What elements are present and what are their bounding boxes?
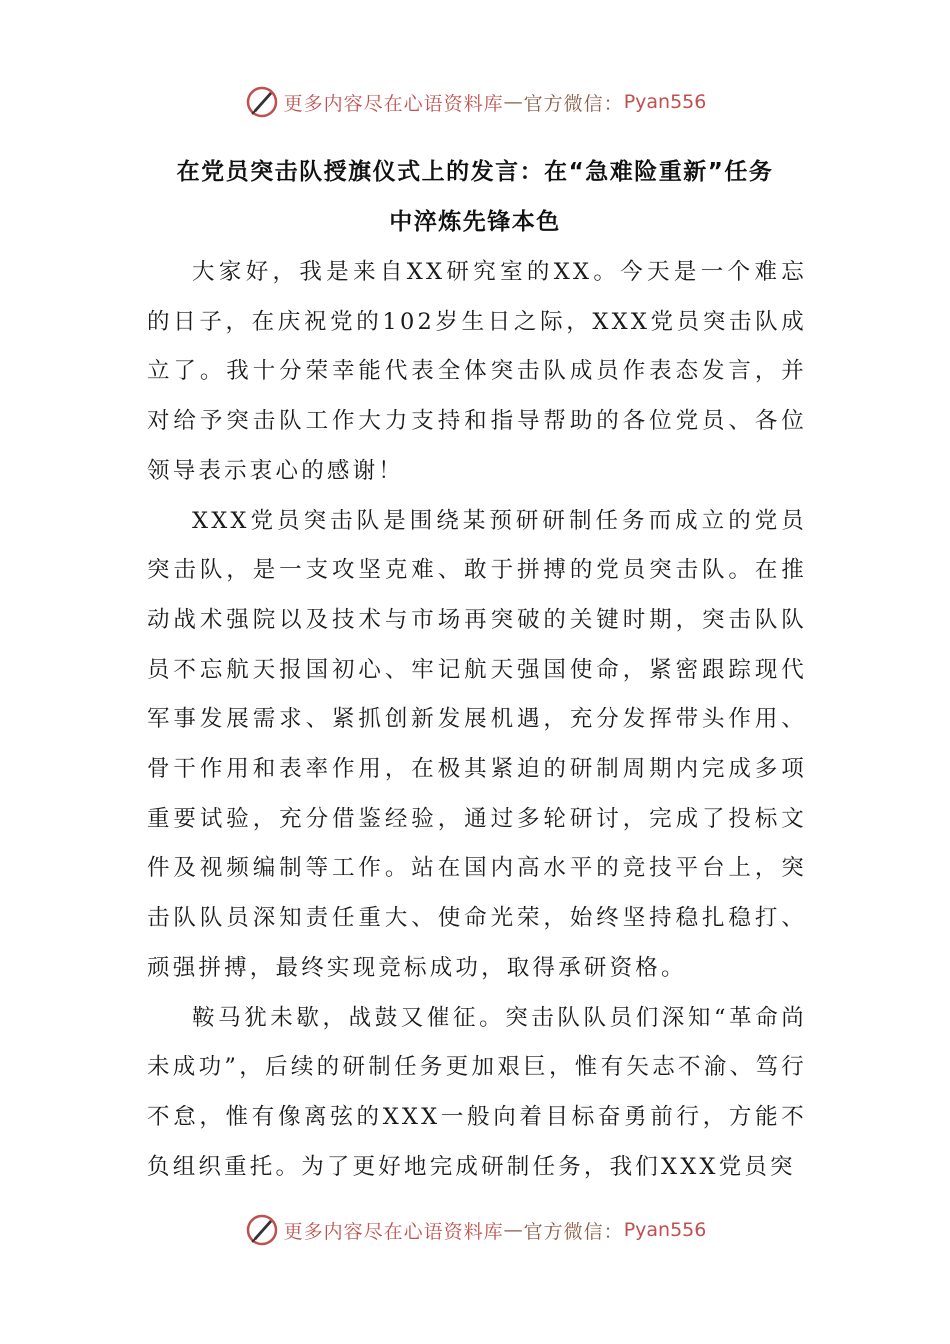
document-title-line-2: 中淬炼先锋本色 — [389, 209, 561, 235]
footer-dash: — — [503, 1219, 524, 1241]
footer-main-text: 更多内容尽在心语资料库 — [283, 1220, 504, 1243]
banner-main-text: 更多内容尽在心语资料库 — [283, 92, 504, 115]
header-banner — [0, 82, 950, 122]
document-body — [147, 248, 807, 1192]
banner-wechat-id: Pyan556 — [623, 91, 707, 113]
footer-wechat-label: 官方微信： — [523, 1220, 624, 1243]
footer-banner — [0, 1210, 950, 1250]
document-title-line-1: 在党员突击队授旗仪式上的发言：在“急难险重新”任务 — [176, 159, 774, 185]
quill-logo-icon — [244, 1212, 280, 1248]
banner-dash: — — [503, 91, 524, 113]
paragraph-1: 大家好，我是来自XX研究室的XX。今天是一个难忘的日子，在庆祝党的102岁生日之际，XXX党员突击队成立了。我十分荣幸能代表全体突击队成员作表态发言，并对给予突击队工作大力支持和指导帮助的各位党员、各位领导表示衷心的感谢！ — [147, 259, 807, 484]
paragraph-3: 鞍马犹未歇，战鼓又催征。突击队队员们深知“革命尚未成功”，后续的研制任务更加艰巨，惟有矢志不渝、笃行不怠，惟有像离弦的XXX一般向着目标奋勇前行，方能不负组织重托。为了更好地完成研制任务，我们XXX党员突 — [147, 1004, 807, 1180]
quill-logo-icon — [244, 84, 280, 120]
footer-wechat-id: Pyan556 — [623, 1219, 707, 1241]
paragraph-2: XXX党员突击队是围绕某预研研制任务而成立的党员突击队，是一支攻坚克难、敢于拼搏的党员突击队。在推动战术强院以及技术与市场再突破的关键时期，突击队队员不忘航天报国初心、牢记航天强国使命，紧密跟踪现代军事发展需求、紧抓创新发展机遇，充分发挥带头作用、骨干作用和表率作用，在极其紧迫的研制周期内完成多项重要试验，充分借鉴经验，通过多轮研讨，完成了投标文件及视频编制等工作。站在国内高水平的竞技平台上，突击队队员深知责任重大、使命光荣，始终坚持稳扎稳打、顽强拼搏，最终实现竞标成功，取得承研资格。 — [147, 507, 807, 981]
banner-wechat-label: 官方微信： — [523, 92, 624, 115]
